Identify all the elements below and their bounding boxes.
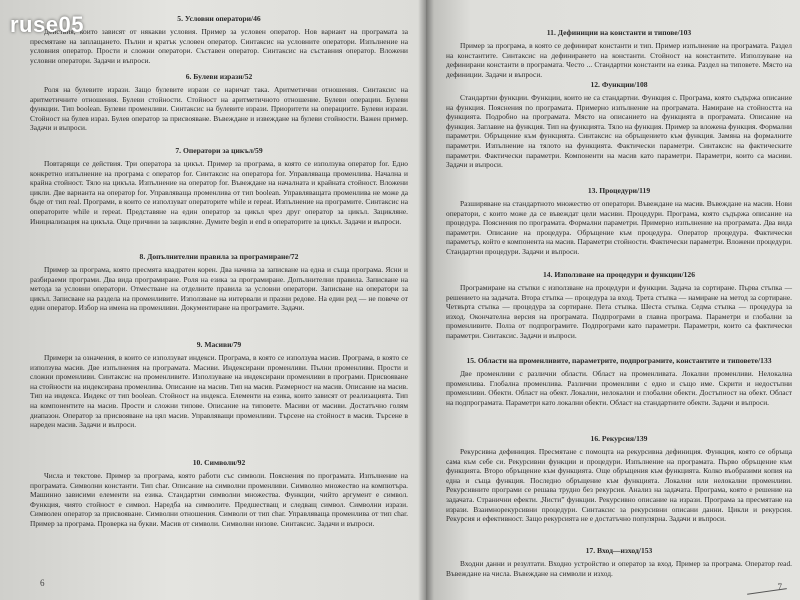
page-number-left: 6 [40,578,45,588]
toc-section [446,270,792,341]
section-title: 17. Вход—изход/153 [585,546,653,555]
section-text: Роля на булевите изрази. Защо булевите изрази се наричат така. Аритметични отношения. Синтаксис на аритметичните отношения. Булеви стойности. Стойност на аритметичното отношение. Булеви операции. Булеви функции. Тип boolean. Булеви променливи. Синтаксис на булевите изрази. Приоритети на операциите. Булеви изрази. Стойност на булев израз. Булев оператор за присвояване. Въвеждане и извеждане на булеви стойности. Важен пример. Задачи и въпроси. [30,85,408,133]
book-gutter [418,0,434,600]
section-text: Две променливи с различни области. Област на променливата. Локални променливи. Нелокална променлива. Глобална променлива. Различни променливи с едно и също име. Скрити и недостъпни променливи. Обекти. Област на обект. Локални, нелокални и глобални обекти. Достъпност на обект. Област на подпрограмата. Параметри като локални обекти. Област на стандартните обекти. Задачи и въпроси. [446,369,792,407]
section-text: Пример за програма, в която се дефинират константи и тип. Пример изпълнение на програмата. Раздел на константите. Синтаксис на дефинирането на константи. Стойност на константите. Използуване на дефинирани константи в програмата. Често ... Стандартни константи на езика. Раздел на типовете. Място на дефиниции. Задачи и въпроси. [446,41,792,79]
section-title: 7. Оператори за цикъл/59 [175,146,263,155]
toc-section [30,458,408,529]
section-title: 10. Символи/92 [192,458,246,467]
section-title: 12. Функции/108 [590,80,648,89]
section-title: 6. Булеви изрази/52 [185,72,253,81]
section-text: Повтарящи се действия. Три оператора за цикъл. Пример за програма, в която се използува оператор for. Едно конкретно изпълнение на програма с оператор for. Синтаксис на оператора for. Управляваща променлива. Начална и крайна стойност. Тяло на цикъла. Изпълнение на оператор for. Въвеждане на началната и крайната стойност. Вложени цикли. Две варианта на оператор for. Управляваща променлива от тип boolean. Управляващата променлива не може да бъде от тип real. Програми, в които се използуват операторите while и repeat. Изпълнение на програмите. Синтаксис на операторите while и repeat. Представяне на един оператор за цикъл чрез друг оператор за цикъл. Зацикляне. Инициализация на цикъла. Още причини за зацикляне. Думите begin и end в операторите за цикъл. Задачи и въпроси. [30,159,408,226]
section-title: 8. Допълнителни правила за програмиране/72 [139,252,299,261]
page-number-right: 7 [777,582,782,592]
toc-section [446,28,792,79]
section-title: 16. Рекурсия/139 [590,434,648,443]
section-title: 11. Дефиниции на константи и типове/103 [546,28,692,37]
section-text: Рекурсивна дефиниция. Пресмятане с помощта на рекурсивна дефиниция. Функция, която се обръща сама към себе си. Рекурсивни функции и процедури. Изпълнение на програмата. Първо обръщение към функцията. Второ обръщение към функцията. Още обръщения към функцията. Колко въобразими копия на една и съща функция. Последно обръщение към функцията. Локални или нелокални променливи. Рекурсивните програми се решава трудно без рекурсия. Анализ на задачата. Програма, която е решение на задачата. Странични ефекти. „Чисти” функции. Рекурсивно описание на изрази. Програма за пресмятане на изрази. Взаимнорекурсивни процедури. Синтаксис за рекурсивни описани данни. Цикли и рекурсия. Рекурсия и ефективност. Защо рекурсията не е достатъчно популярна. Задачи и въпроси. [446,447,792,524]
toc-section [446,186,792,257]
toc-section [30,146,408,226]
toc-section [30,252,408,313]
toc-section [446,80,792,170]
section-text: Програмиране на стъпки с използване на процедури и функции. Задача за сортиране. Първа стъпка — решението на задачата. Втора стъпка — процедура за вход. Трета стъпка — намиране на метод за сортиране. Четвърта стъпка — процедура за сортиране. Пета стъпка. Шеста стъпка. Седма стъпка — процедура за изход. Окончателна версия на програмата. Подпрограми в главна програма. Параметри и глобални за променливите. Полза от подпрограмите. Подпрограми като параметри. Параметри, които са фактически параметри. Синтаксис. Задачи и въпроси. [446,283,792,340]
watermark-logo: ruse05 [10,12,84,37]
section-text: Входни данни и резултати. Входно устройство и оператор за вход. Пример за програма. Оператор read. Въвеждане на числа. Въвеждане на символи и изход. [446,559,792,578]
section-title: 9. Масиви/79 [196,340,242,349]
section-text: Разширяване на стандартното множество от оператори. Въвеждане на масив. Въвеждане на масив. Нови оператори, с които може да се въвеждат цели масиви. Процедури. Програма, която съдържа описание на процедура. Пояснения по програмата. Формални параметри. Примерно изпълнение на програмата. Два вида параметри. Описание на процедура. Обръщение към процедура. Оператор процедура. Фактически параметър, който е компонента на масив. Параметри стойности. Фактически параметри. Вложени процедури. Стандартни процедури. Задачи и въпроси. [446,199,792,256]
section-title: 15. Области на променливите, параметрите, подпрограмите, константите и типовете/133 [466,356,772,365]
section-title: 5. Условни оператори/46 [177,14,261,23]
section-text: Стандартни функции. Функции, които не са стандартни. Функция с. Програма, която съдържа описание на функция. Пояснения по програмата. Примерно изпълнение на програмата. Намиране на стойността на функцията. Подробно на програмата. Място на описанието на функцията в програмата. Описание на функция. Заглавие на функция. Тип на функцията. Тяло на функция. Пример за вложена функция. Формални параметри. Обръщение към функцията. Синтаксис на обръщението към функция. Замяна на формалните параметри. Изпълнение на тялото на функцията. Фактически параметри. Синтаксис на фактическите параметри. Фактически параметри. Компоненти на масив като параметри. Параметри, които са масиви. Задачи и въпроси. [446,93,792,170]
toc-section [446,546,792,578]
section-title: 13. Процедури/119 [587,186,651,195]
section-text: Действия, които зависят от някакви условия. Пример за условен оператор. Нов вариант на програмата за пресмятане на заплащането. Пълни и кратък условен оператор. Синтаксис на условните оператори. Изпълнение на условния оператор. Прости и сложни оператори. Съставен оператор. Синтаксис на съставния оператор. Вложени условни оператори. Задачи и въпроси. [30,27,408,65]
toc-section [30,340,408,430]
section-title: 14. Използване на процедури и функции/126 [542,270,696,279]
right-page [426,0,800,600]
section-text: Примери за означения, в които се използуват индекси. Програма, в която се използува масив. Програма, в която се използува масив. Две изпълнения на програмата. Масиви. Индексирани променливи. Пълни променливи. Прости и сложни променливи. Синтаксис на променливите. Използуване на индексирани променливи в програми. Присвояване на стойности на индексирана променлива. Описание на масив. Тип на масив. Размерност на масив. Описание на масив. Тип на индекса. Индекс от тип boolean. Стойност на индекса. Елементи на езика, които зависят от реализацията. Тип на компонентите на масив. Прости и сложни типове. Описание на типовете. Масиви от масиви. Достатъчно голям диапазон. Оператор за присвояване на цял масив. Управляващи променливи. Търсене на стойност в масив. Търсене в нареден масив. Задачи и въпроси. [30,353,408,430]
section-text: Числа и текстове. Пример за програма, която работи със символи. Пояснения по програмата. Изпълнение на програмата. Символни константи. Тип char. Описание на символни променливи. Символно множество на компютъра. Машинно зависими елементи на езика. Стандартни символни множества. Функции, чийто аргумент е символ. Функция, чиято стойност е символ. Наредба на символите. Предшестващ и следващ символ. Символни изрази. Символен оператор за присвояване. Символни отношения. Символи от тип char. Управляваща променлива от тип char. Пример за програма. Проверка на букви. Масив от символи. Символни низове. Синтаксис. Задачи и въпроси. [30,471,408,528]
toc-section [30,14,408,65]
toc-section [446,434,792,524]
toc-section [446,356,792,407]
section-text: Пример за програма, която пресмята квадратен корен. Два начина за записване на една и съща програма. Ясни и разбираеми програми. Два вида програмиране. Роля на езика за програмиране. Допълнителни правила. Записване на метода за условни оператори. Отместване на отделните правила за условни оператори. Записване на оператори за цикъл. Записване на раздела на променливите. Използване на интервали и празни редове. На един ред — не повече от един оператор. Избор на имена на променливи. Документиране на програмите. Задачи. [30,265,408,313]
toc-section [30,72,408,133]
